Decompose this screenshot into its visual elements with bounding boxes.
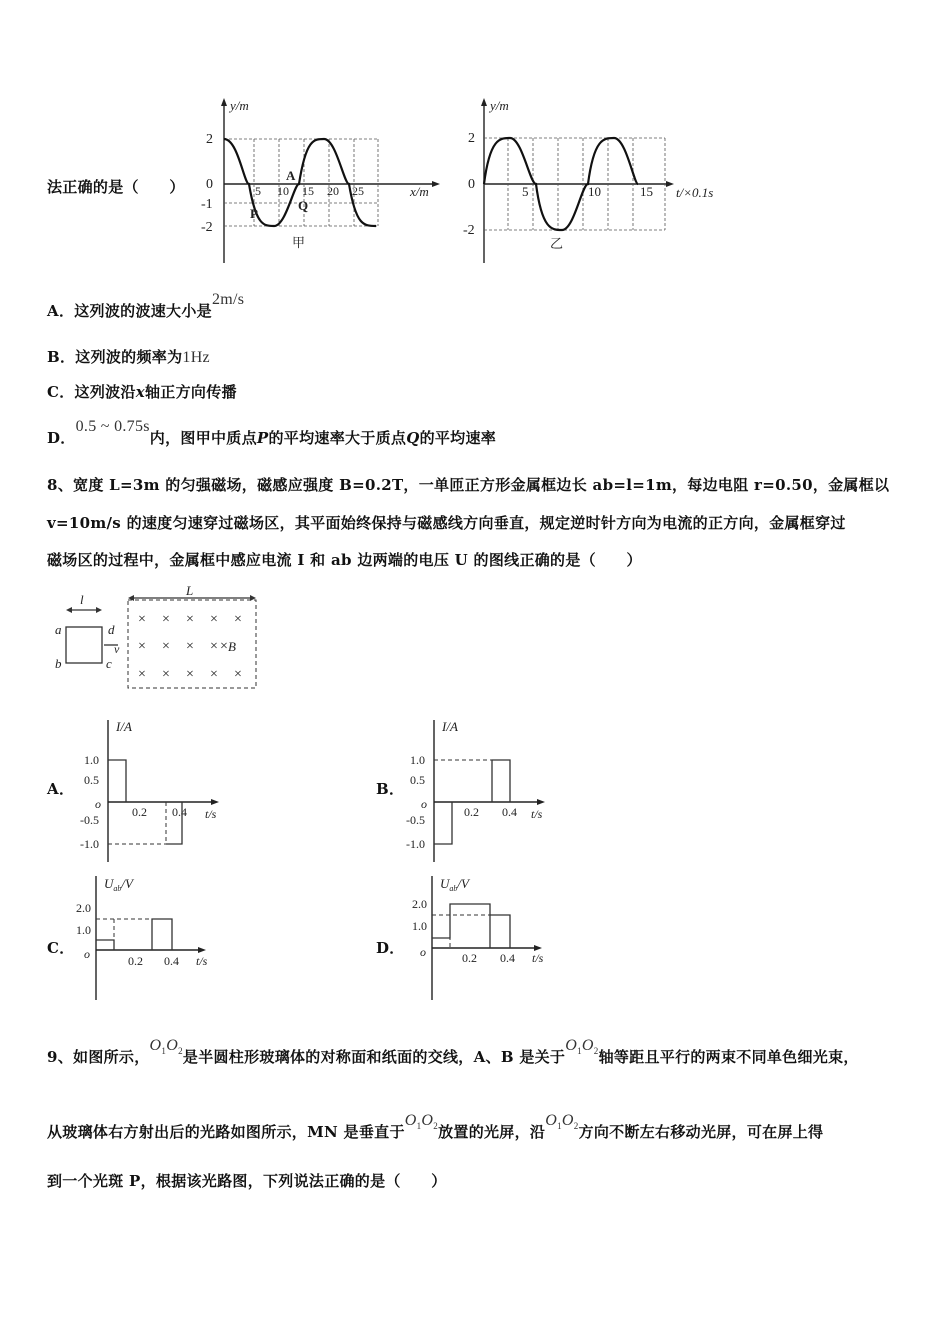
q7-option-b[interactable]: B．这列波的频率为1Hz (47, 348, 210, 366)
svg-text:-0.5: -0.5 (80, 813, 99, 827)
svg-text:×: × (186, 612, 194, 627)
svg-text:×: × (210, 612, 218, 627)
q8-stem-line-3: 磁场区的过程中，金属框中感应电流 I 和 ab 边两端的电压 U 的图线正确的是（ ） (47, 551, 642, 569)
q8-option-b-letter[interactable]: B． (376, 780, 405, 798)
svg-text:c: c (106, 656, 112, 671)
svg-text:0: 0 (468, 177, 475, 192)
svg-text:0.4: 0.4 (164, 954, 179, 968)
svg-text:I/A: I/A (116, 719, 132, 734)
svg-text:×: × (138, 639, 146, 654)
svg-text:-1: -1 (201, 197, 213, 212)
svg-text:×: × (234, 612, 242, 627)
graph-b-x-label: t/×0.1s (676, 185, 714, 200)
svg-text:15: 15 (640, 184, 653, 199)
svg-text:b: b (55, 656, 62, 671)
svg-text:×: × (220, 639, 228, 654)
svg-text:10: 10 (277, 184, 289, 198)
svg-text:×: × (162, 612, 170, 627)
graph-b-caption: 乙 (550, 236, 564, 251)
point-q-label: Q (298, 198, 309, 213)
svg-text:o: o (420, 945, 426, 959)
svg-text:L: L (186, 583, 194, 598)
svg-text:0.5: 0.5 (410, 773, 425, 787)
svg-text:o: o (95, 797, 101, 811)
svg-text:-2: -2 (463, 223, 475, 238)
svg-text:a: a (55, 622, 62, 637)
svg-text:o: o (84, 947, 90, 961)
svg-text:0.5: 0.5 (84, 773, 99, 787)
graph-a-caption: 甲 (292, 235, 306, 250)
svg-text:t/s: t/s (205, 807, 217, 821)
svg-text:0.2: 0.2 (132, 805, 147, 819)
q9-stem-line-1: 9、如图所示，$O_1O_2$是半圆柱形玻璃体的对称面和纸面的交线，A、B 是关于$O_1O_2$轴等距且平行的两束不同单色细光束， (47, 1037, 859, 1066)
svg-text:0.2: 0.2 (128, 954, 143, 968)
svg-text:20: 20 (327, 184, 339, 198)
svg-text:t/s: t/s (532, 951, 544, 965)
graph-a-y-label: y/m (230, 98, 249, 113)
q8-graph-d[interactable] (410, 872, 580, 1002)
q7-option-c[interactable]: C．这列波沿x轴正方向传播 (47, 383, 237, 401)
svg-text:o: o (421, 797, 427, 811)
svg-text:5: 5 (255, 184, 261, 198)
q7-option-d[interactable]: D．0.5 ~ 0.75s内，图甲中质点P的平均速率大于质点Q的平均速率 (47, 418, 497, 447)
svg-text:-2: -2 (201, 220, 213, 235)
svg-text:1.0: 1.0 (84, 753, 99, 767)
svg-text:×: × (138, 612, 146, 627)
q8-stem-line-1: 8、宽度 L=3m 的匀强磁场，磁感应强度 B=0.2T，一单匝正方形金属框边长 ab=l=1m，每边电阻 r=0.50，金属框以 (47, 476, 890, 494)
svg-text:×: × (138, 667, 146, 682)
svg-text:×: × (186, 667, 194, 682)
svg-text:10: 10 (588, 184, 601, 199)
q9-stem-line-2: 从玻璃体右方射出后的光路如图所示，MN 是垂直于$O_1O_2$放置的光屏，沿$O_1O_2$方向不断左右移动光屏，可在屏上得 (47, 1112, 824, 1141)
q8-option-a-letter[interactable]: A． (47, 780, 75, 798)
svg-text:×: × (186, 639, 194, 654)
svg-text:Uab/V: $U_{ab}/V$ (104, 876, 133, 893)
svg-text:Uab/V: $U_{ab}/V$ (440, 876, 469, 893)
q8-graph-a[interactable] (80, 716, 250, 866)
svg-text:0.4: 0.4 (172, 805, 187, 819)
svg-text:×: × (234, 667, 242, 682)
svg-text:1.0: 1.0 (412, 919, 427, 933)
svg-text:1.0: 1.0 (410, 753, 425, 767)
svg-text:d: d (108, 622, 115, 637)
svg-text:0.2: 0.2 (464, 805, 479, 819)
graph-b-y-label: y/m (490, 98, 509, 113)
svg-text:0.4: 0.4 (502, 805, 517, 819)
svg-text:-0.5: -0.5 (406, 813, 425, 827)
svg-text:2.0: 2.0 (76, 901, 91, 915)
svg-text:1.0: 1.0 (76, 923, 91, 937)
svg-text:-1.0: -1.0 (406, 837, 425, 851)
graph-a-x-label: x/m (410, 184, 429, 199)
svg-text:B: B (228, 639, 236, 654)
svg-text:t/s: t/s (196, 954, 208, 968)
svg-text:25: 25 (352, 184, 364, 198)
svg-text:0.4: 0.4 (500, 951, 515, 965)
svg-text:2: 2 (468, 131, 475, 146)
svg-text:2.0: 2.0 (412, 897, 427, 911)
q8-option-d-letter[interactable]: D． (376, 939, 405, 957)
q8-graph-b[interactable] (406, 716, 576, 866)
q8-option-c-letter[interactable]: C． (47, 939, 75, 957)
svg-text:5: 5 (522, 184, 529, 199)
magnetic-field-diagram (52, 583, 272, 690)
svg-text:t/s: t/s (531, 807, 543, 821)
wave-graph-b (460, 98, 740, 268)
svg-text:0.2: 0.2 (462, 951, 477, 965)
q9-stem-line-3: 到一个光斑 P，根据该光路图，下列说法正确的是（ ） (47, 1172, 447, 1190)
svg-text:v: v (114, 642, 120, 656)
svg-text:-1.0: -1.0 (80, 837, 99, 851)
wave-graph-a (200, 98, 450, 268)
q8-graph-c[interactable] (74, 872, 244, 1002)
svg-text:×: × (210, 639, 218, 654)
svg-text:I/A: I/A (442, 719, 458, 734)
point-p-label: P (250, 206, 258, 221)
q7-stem-tail: 法正确的是（ ） (47, 178, 185, 196)
svg-text:×: × (210, 667, 218, 682)
svg-text:l: l (80, 592, 84, 607)
svg-text:0: 0 (206, 177, 213, 192)
svg-text:×: × (162, 639, 170, 654)
svg-text:2: 2 (206, 132, 213, 147)
q8-stem-line-2: v=10m/s 的速度匀速穿过磁场区，其平面始终保持与磁感线方向垂直，规定逆时针方向为电流的正方向，金属框穿过 (47, 514, 846, 532)
svg-text:15: 15 (302, 184, 314, 198)
svg-text:×: × (162, 667, 170, 682)
q7-option-a[interactable]: A．这列波的波速大小是2m/s (47, 291, 245, 320)
point-a-label: A (286, 168, 296, 183)
